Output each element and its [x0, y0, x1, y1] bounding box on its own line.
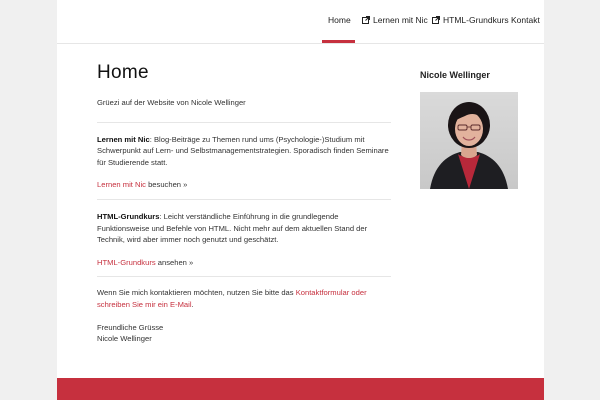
contact-form-link[interactable]: Kontaktformular oder schreiben Sie mir ein E-Mail: [97, 288, 367, 309]
nav-item-label: Kontakt: [511, 15, 540, 25]
nav-item-html-grundkurs[interactable]: [432, 15, 509, 25]
nav-item-home[interactable]: [328, 15, 351, 25]
link-suffix: ansehen »: [155, 257, 194, 267]
html-grundkurs-link[interactable]: HTML-Grundkurs: [97, 257, 156, 267]
page-container: [57, 0, 544, 400]
section-text: : Leicht verständliche Einführung in die grundlegende Funktionsweise und Befehle von HTML. Nicht mehr auf dem aktuellen Stand der Technik, wird aber immer noch genutzt und geschätzt.: [97, 211, 368, 245]
nav-item-label: Lernen mit Nic: [373, 15, 428, 25]
sidebar: [420, 70, 518, 80]
nav-item-lernen-mit-nic[interactable]: [362, 15, 428, 25]
nav-item-kontakt[interactable]: [511, 15, 540, 25]
nav-active-indicator: [322, 40, 355, 43]
section-text: : Blog-Beiträge zu Themen rund ums (Psychologie-)Studium mit Schwerpunkt auf Lern- und Selbstmanagementstrategien. Sporadisch finden Seminare für Studierende statt.: [97, 134, 389, 167]
closing-name: Nicole Wellinger: [97, 334, 152, 344]
footer-bar: [57, 378, 544, 400]
contact-text: [97, 287, 391, 310]
section-heading: HTML-Grundkurs: [97, 211, 160, 221]
greeting-text: Grüezi auf der Website von Nicole Wellinger: [97, 98, 246, 107]
external-link-icon: [362, 16, 370, 24]
main-content: [97, 62, 391, 345]
closing-text: [97, 322, 391, 345]
section-link-line: [97, 179, 391, 191]
contact-prefix: Wenn Sie mich kontaktieren möchten, nutzen Sie bitte das: [97, 288, 296, 298]
divider: [97, 276, 391, 277]
profile-photo: [420, 92, 518, 189]
sidebar-title: Nicole Wellinger: [420, 70, 490, 80]
lernen-mit-nic-link[interactable]: Lernen mit Nic: [97, 180, 146, 190]
section-heading: Lernen mit Nic: [97, 134, 150, 144]
external-link-icon: [432, 16, 440, 24]
closing-greeting: Freundliche Grüsse: [97, 322, 164, 332]
section-lernen-mit-nic: [97, 134, 391, 169]
section-html-grundkurs: [97, 211, 391, 246]
nav-item-label: HTML-Grundkurs: [443, 15, 509, 25]
section-link-line: [97, 257, 391, 269]
page-title: Home: [97, 62, 149, 83]
link-suffix: besuchen »: [145, 180, 188, 190]
divider: [97, 122, 391, 123]
top-navigation: [57, 0, 544, 44]
nav-item-label: Home: [328, 15, 351, 25]
contact-suffix: .: [191, 299, 194, 309]
divider: [97, 199, 391, 200]
